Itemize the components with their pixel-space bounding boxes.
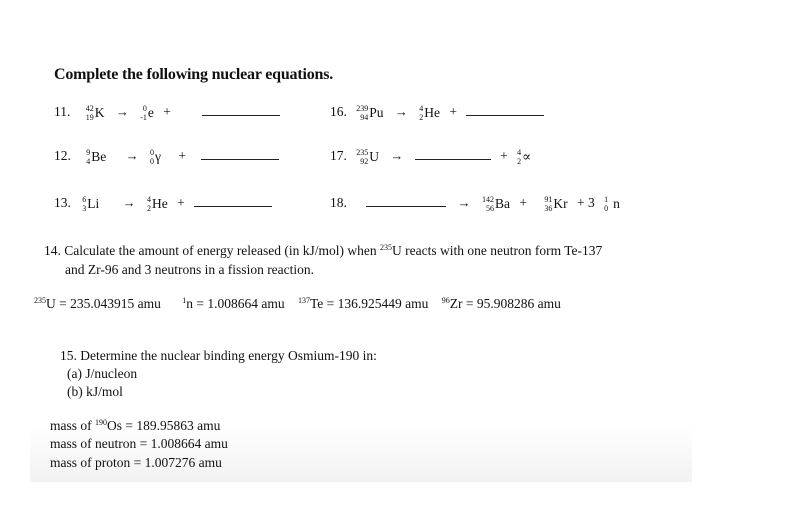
nuclide-neutron: 1 0 n xyxy=(604,195,620,213)
mass-neutron-line: mass of neutron = 1.008664 amu xyxy=(50,436,228,451)
nuclide-helium: 4 2 He xyxy=(419,104,441,122)
reaction-arrow: → xyxy=(457,195,471,211)
nuclide-helium: 4 2 He xyxy=(147,195,168,213)
nuclide-krypton: 91 36 Kr xyxy=(544,195,568,213)
reaction-arrow: → xyxy=(122,195,136,211)
equation-number: 18. xyxy=(330,195,347,211)
question-14-line-2: and Zr-96 and 3 neutrons in a fission reaction. xyxy=(65,262,315,277)
nuclide-uranium: 235 92 U xyxy=(356,148,379,166)
mass-neutron: $^1$n = 1.008664 amu xyxy=(182,296,285,311)
question-15-line-1: 15. Determine the nuclear binding energy Osmium-190 in: xyxy=(60,348,377,363)
page-title: Complete the following nuclear equations. xyxy=(54,66,334,83)
mass-osmium: mass of $^{190}$Os = 189.95863 amu xyxy=(50,418,221,433)
mass-zirconium: $^{96}$Zr = 95.908286 amu xyxy=(441,296,561,311)
equation-13 xyxy=(54,195,272,213)
answer-blank[interactable] xyxy=(201,159,279,160)
mass-uranium: $^{235}$U = 235.043915 amu xyxy=(34,296,161,311)
mass-tellurium: $^{137}$Te = 136.925449 amu xyxy=(297,296,429,311)
nuclide-beryllium: 9 4 Be xyxy=(86,148,107,166)
answer-blank[interactable] xyxy=(366,206,446,207)
mass-proton-line: mass of proton = 1.007276 amu xyxy=(50,455,222,470)
equation-16 xyxy=(330,104,544,122)
question-14-masses xyxy=(34,296,561,312)
question-15-part-b: (b) kJ/mol xyxy=(67,384,123,399)
equation-number: 11. xyxy=(54,104,71,120)
plus-sign: + xyxy=(177,195,185,211)
answer-blank[interactable] xyxy=(202,115,280,116)
equation-number: 13. xyxy=(54,195,71,211)
reaction-arrow: → xyxy=(390,148,404,164)
reaction-arrow: → xyxy=(125,148,139,164)
nuclide-plutonium: 239 94 Pu xyxy=(356,104,384,122)
answer-blank[interactable] xyxy=(194,206,272,207)
plus-sign: + xyxy=(500,148,508,164)
nuclide-beta: 0 -1 e xyxy=(140,104,154,122)
plus-sign: + 3 xyxy=(577,195,595,211)
plus-sign: + xyxy=(449,104,458,120)
equation-17 xyxy=(330,148,531,166)
nuclide-potassium: 42 19 K xyxy=(85,104,105,122)
answer-blank[interactable] xyxy=(415,159,491,160)
equation-number: 12. xyxy=(54,148,71,164)
reaction-arrow: → xyxy=(115,104,129,120)
equation-number: 16. xyxy=(330,104,347,120)
equation-12 xyxy=(54,148,279,166)
nuclide-lithium: 6 3 Li xyxy=(82,195,100,213)
nuclide-barium: 142 56 Ba xyxy=(482,195,510,213)
nuclide-alpha: 4 2 ∝ xyxy=(517,148,532,166)
plus-sign: + xyxy=(519,195,527,211)
equation-number: 17. xyxy=(330,148,347,164)
equation-11 xyxy=(54,104,280,122)
answer-blank[interactable] xyxy=(466,115,544,116)
question-15-part-a: (a) J/nucleon xyxy=(67,366,138,381)
nuclide-gamma: 0 0 γ xyxy=(150,148,161,166)
plus-sign: + xyxy=(178,148,186,164)
reaction-arrow: → xyxy=(394,104,408,120)
plus-sign: + xyxy=(163,104,171,120)
question-14-line-1: 14. Calculate the amount of energy released (in kJ/mol) when $^{235}$U reacts with one neutron form Te-137 xyxy=(44,243,603,258)
equation-18 xyxy=(330,195,620,213)
